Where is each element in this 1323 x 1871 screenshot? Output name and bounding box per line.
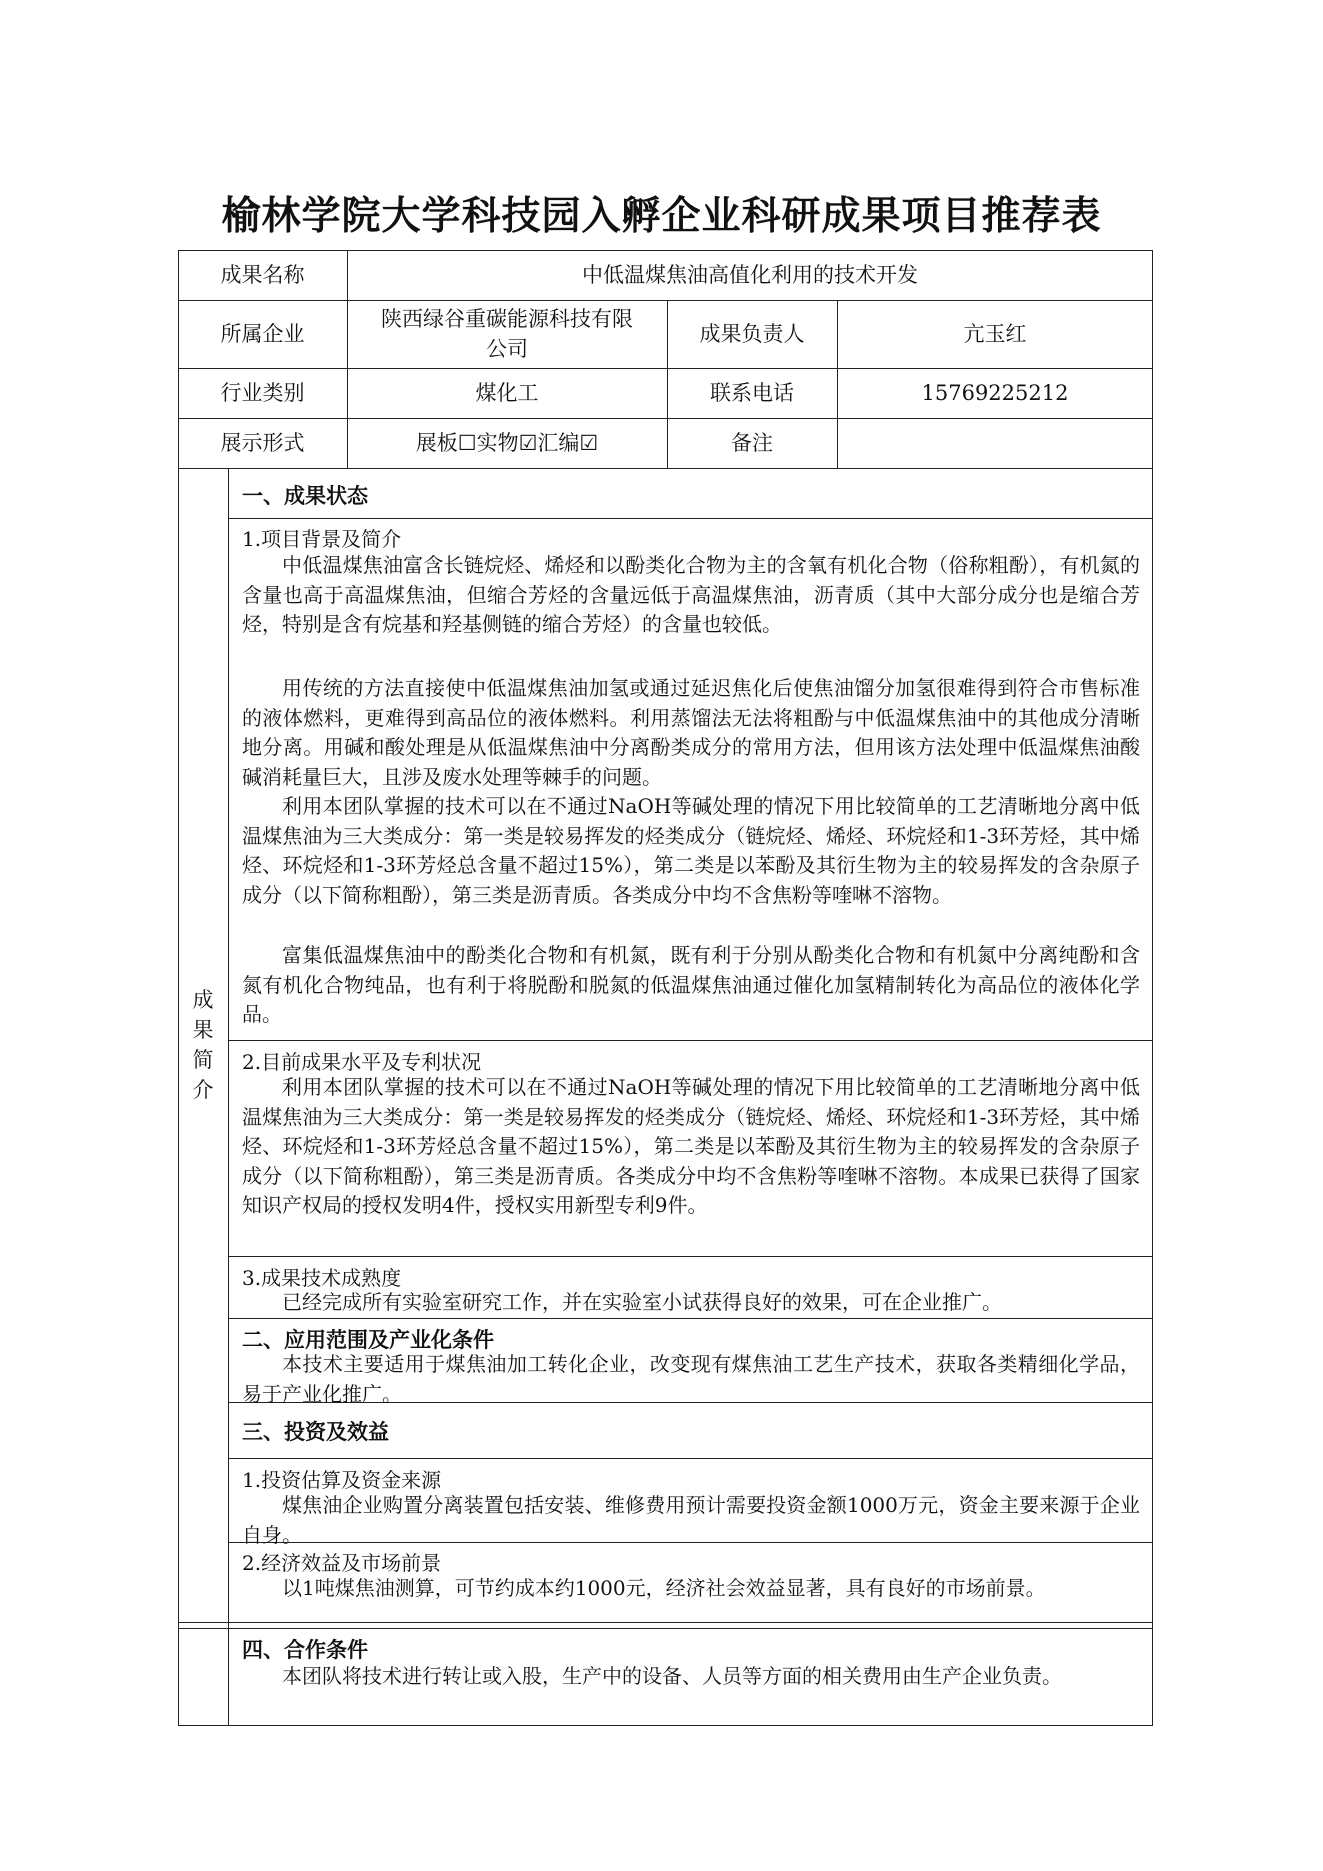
remark-label: 备注 — [731, 431, 773, 455]
section-4-title: 四、合作条件 — [242, 1637, 368, 1662]
phone-value: 15769225212 — [921, 381, 1069, 405]
side-label-char: 简 — [192, 1048, 214, 1072]
subsection-1-1-title: 1.项目背景及简介 — [242, 527, 402, 551]
section-divider — [228, 1458, 1153, 1459]
industry-value: 煤化工 — [475, 381, 539, 405]
display-value: 展板☐实物☑汇编☑ — [415, 431, 599, 455]
section-3-title: 三、投资及效益 — [242, 1419, 389, 1444]
subsection-1-2-title: 2.目前成果水平及专利状况 — [242, 1050, 482, 1074]
section-divider — [228, 1318, 1153, 1319]
achievement-name-label: 成果名称 — [220, 263, 305, 287]
side-label-achievement-intro — [178, 985, 228, 1105]
section-divider — [178, 1622, 1153, 1623]
paragraph: 本团队将技术进行转让或入股，生产中的设备、人员等方面的相关费用由生产企业负责。 — [282, 1664, 1062, 1688]
leader-label: 成果负责人 — [699, 322, 805, 346]
paragraph: 本技术主要适用于煤焦油加工转化企业，改变现有煤焦油工艺生产技术，获取各类精细化学品，易于产业化推广。 — [242, 1352, 1140, 1406]
industry-label: 行业类别 — [220, 381, 305, 405]
paragraph: 利用本团队掌握的技术可以在不通过NaOH等碱处理的情况下用比较简单的工艺清晰地分离中低温煤焦油为三大类成分：第一类是较易挥发的烃类成分（链烷烃、烯烃、环烷烃和1-3环芳烃，其中烯烃、环烷烃和1-3环芳烃总含量不超过15%），第二类是以苯酚及其衍生物为主的较易挥发的含杂原子成分（以下简称粗酚），第三类是沥青质。各类成分中均不含焦粉等喹啉不溶物。 — [242, 794, 1140, 907]
section-divider — [228, 1040, 1153, 1041]
subsection-3-1-title: 1.投资估算及资金来源 — [242, 1468, 442, 1492]
section-2-title: 二、应用范围及产业化条件 — [242, 1327, 494, 1352]
side-label-char: 成 — [192, 988, 214, 1012]
phone-label: 联系电话 — [710, 381, 794, 405]
subsection-1-3-title: 3.成果技术成熟度 — [242, 1266, 402, 1290]
row-divider — [178, 468, 1153, 469]
company-value-line2: 公司 — [486, 337, 528, 361]
paragraph: 已经完成所有实验室研究工作，并在实验室小试获得良好的效果，可在企业推广。 — [282, 1290, 1002, 1314]
achievement-name-value: 中低温煤焦油高值化利用的技术开发 — [582, 263, 918, 287]
paragraph: 用传统的方法直接使中低温煤焦油加氢或通过延迟焦化后使焦油馏分加氢很难得到符合市售标准的液体燃料，更难得到高品位的液体燃料。利用蒸馏法无法将粗酚与中低温煤焦油中的其他成分清晰地分离。用碱和酸处理是从低温煤焦油中分离酚类成分的常用方法，但用该方法处理中低温煤焦油酸碱消耗量巨大，且涉及废水处理等棘手的问题。 — [242, 676, 1140, 789]
subsection-3-2-title: 2.经济效益及市场前景 — [242, 1551, 442, 1575]
company-value-line1: 陕西绿谷重碳能源科技有限 — [381, 307, 633, 331]
leader-value: 亢玉红 — [963, 322, 1027, 346]
form-title: 榆林学院大学科技园入孵企业科研成果项目推荐表 — [221, 193, 1102, 239]
display-label: 展示形式 — [220, 431, 305, 455]
paragraph: 富集低温煤焦油中的酚类化合物和有机氮，既有利于分别从酚类化合物和有机氮中分离纯酚和含氮有机化合物纯品，也有利于将脱酚和脱氮的低温煤焦油通过催化加氢精制转化为高品位的液体化学品。 — [242, 943, 1140, 1026]
company-label: 所属企业 — [220, 322, 305, 346]
company-value — [347, 300, 667, 368]
paragraph: 利用本团队掌握的技术可以在不通过NaOH等碱处理的情况下用比较简单的工艺清晰地分离中低温煤焦油为三大类成分：第一类是较易挥发的烃类成分（链烷烃、烯烃、环烷烃和1-3环芳烃，其中烯烃、环烷烃和1-3环芳烃总含量不超过15%），第二类是以苯酚及其衍生物为主的较易挥发的含杂原子成分（以下简称粗酚），第三类是沥青质。各类成分中均不含焦粉等喹啉不溶物。本成果已获得了国家知识产权局的授权发明4件，授权实用新型专利9件。 — [242, 1075, 1140, 1217]
section-divider — [228, 1256, 1153, 1257]
side-label-char: 果 — [192, 1018, 214, 1042]
paragraph: 以1吨煤焦油测算，可节约成本约1000元，经济社会效益显著，具有良好的市场前景。 — [282, 1576, 1046, 1600]
section-1-title: 一、成果状态 — [242, 483, 368, 508]
remark-value — [837, 418, 1153, 468]
paragraph: 中低温煤焦油富含长链烷烃、烯烃和以酚类化合物为主的含氧有机化合物（俗称粗酚），有机氮的含量也高于高温煤焦油，但缩合芳烃的含量远低于高温煤焦油，沥青质（其中大部分成分也是缩合芳烃，特别是含有烷基和羟基侧链的缩合芳烃）的含量也较低。 — [242, 553, 1140, 636]
section-divider — [228, 518, 1153, 519]
col-divider — [228, 468, 229, 1726]
paragraph: 煤焦油企业购置分离装置包括安装、维修费用预计需要投资金额1000万元，资金主要来源于企业自身。 — [242, 1493, 1140, 1547]
section-divider — [178, 1628, 1153, 1629]
side-label-char: 介 — [192, 1078, 214, 1102]
